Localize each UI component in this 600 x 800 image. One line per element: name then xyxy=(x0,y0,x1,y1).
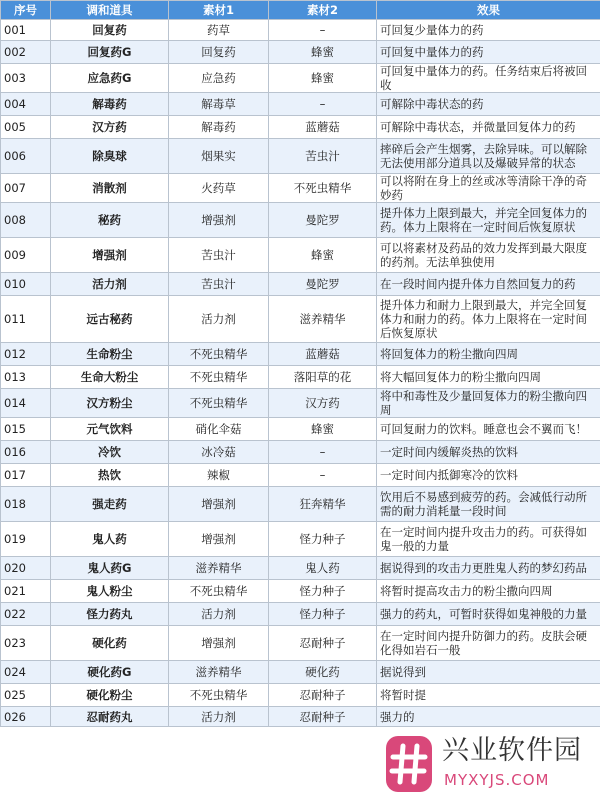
cell-material-1: 活力剂 xyxy=(169,707,269,727)
table-row xyxy=(1,64,600,93)
cell-effect: 一定时间内缓解炎热的饮料 xyxy=(377,441,600,464)
cell-effect: 饮用后不易感到疲劳的药。会减低行动所需的耐力消耗量一段时间 xyxy=(377,487,600,522)
cell-number: 025 xyxy=(1,684,51,707)
cell-material-1: 回复药 xyxy=(169,41,269,64)
cell-item-name: 回复药G xyxy=(51,41,169,64)
cell-item-name: 强走药 xyxy=(51,487,169,522)
cell-material-1: 滋养精华 xyxy=(169,661,269,684)
cell-effect: 将大幅回复体力的粉尘撒向四周 xyxy=(377,366,600,389)
cell-material-2: 落阳草的花 xyxy=(269,366,377,389)
table-row xyxy=(1,116,600,139)
cell-item-name: 除臭球 xyxy=(51,139,169,174)
table-row xyxy=(1,174,600,203)
cell-material-1: 增强剂 xyxy=(169,487,269,522)
header-name: 调和道具 xyxy=(51,1,169,20)
table-row xyxy=(1,41,600,64)
cell-item-name: 应急药G xyxy=(51,64,169,93)
cell-effect: 可回复中量体力的药。任务结束后将被回收 xyxy=(377,64,600,93)
table-row xyxy=(1,580,600,603)
cell-effect: 可回复耐力的饮料。睡意也会不翼而飞！ xyxy=(377,418,600,441)
table-row xyxy=(1,661,600,684)
cell-item-name: 忍耐药丸 xyxy=(51,707,169,727)
cell-material-1: 苦虫汁 xyxy=(169,273,269,296)
cell-number: 011 xyxy=(1,296,51,343)
cell-material-2: 忍耐种子 xyxy=(269,707,377,727)
cell-number: 013 xyxy=(1,366,51,389)
cell-effect: 将暂时提高攻击力的粉尘撒向四周 xyxy=(377,580,600,603)
cell-material-1: 增强剂 xyxy=(169,626,269,661)
cell-material-2: 滋养精华 xyxy=(269,296,377,343)
cell-item-name: 鬼人药G xyxy=(51,557,169,580)
cell-material-1: 不死虫精华 xyxy=(169,343,269,366)
cell-effect: 在一段时间内提升体力自然回复力的药 xyxy=(377,273,600,296)
cell-number: 018 xyxy=(1,487,51,522)
table-row xyxy=(1,296,600,343)
table-row xyxy=(1,366,600,389)
cell-number: 012 xyxy=(1,343,51,366)
cell-material-1: 活力剂 xyxy=(169,603,269,626)
cell-material-2: 鬼人药 xyxy=(269,557,377,580)
cell-number: 010 xyxy=(1,273,51,296)
cell-effect: 在一定时间内提升攻击力的药。可获得如鬼一般的力量 xyxy=(377,522,600,557)
cell-material-1: 不死虫精华 xyxy=(169,684,269,707)
cell-effect: 据说得到 xyxy=(377,661,600,684)
cell-effect: 提升体力和耐力上限到最大，并完全回复体力和耐力的药。体力上限将在一定时间后恢复原状 xyxy=(377,296,600,343)
table-row xyxy=(1,557,600,580)
cell-number: 008 xyxy=(1,203,51,238)
cell-material-2: 蜂蜜 xyxy=(269,64,377,93)
cell-number: 004 xyxy=(1,93,51,116)
table-row xyxy=(1,522,600,557)
cell-material-1: 不死虫精华 xyxy=(169,580,269,603)
cell-material-2: 蜂蜜 xyxy=(269,418,377,441)
cell-item-name: 生命大粉尘 xyxy=(51,366,169,389)
table-row xyxy=(1,441,600,464)
cell-item-name: 鬼人粉尘 xyxy=(51,580,169,603)
cell-item-name: 汉方药 xyxy=(51,116,169,139)
table-row xyxy=(1,418,600,441)
cell-material-1: 烟果实 xyxy=(169,139,269,174)
cell-number: 014 xyxy=(1,389,51,418)
cell-effect: 可以将素材及药品的效力发挥到最大限度的药剂。无法单独使用 xyxy=(377,238,600,273)
table-row xyxy=(1,684,600,707)
cell-number: 009 xyxy=(1,238,51,273)
cell-effect: 提升体力上限到最大，并完全回复体力的药。体力上限将在一定时间后恢复原状 xyxy=(377,203,600,238)
cell-material-1: 活力剂 xyxy=(169,296,269,343)
cell-material-2: 苦虫汁 xyxy=(269,139,377,174)
cell-material-2: 怪力种子 xyxy=(269,522,377,557)
cell-number: 003 xyxy=(1,64,51,93)
table-row xyxy=(1,203,600,238)
cell-effect: 据说得到的攻击力更胜鬼人药的梦幻药品 xyxy=(377,557,600,580)
table-row xyxy=(1,139,600,174)
cell-item-name: 增强剂 xyxy=(51,238,169,273)
cell-number: 005 xyxy=(1,116,51,139)
cell-number: 001 xyxy=(1,20,51,41)
cell-number: 007 xyxy=(1,174,51,203)
cell-material-1: 冰冷菇 xyxy=(169,441,269,464)
cell-material-2: – xyxy=(269,20,377,41)
header-material-2: 素材2 xyxy=(269,1,377,20)
cell-number: 015 xyxy=(1,418,51,441)
cell-material-1: 苦虫汁 xyxy=(169,238,269,273)
cell-number: 021 xyxy=(1,580,51,603)
cell-effect: 强力的 xyxy=(377,707,600,727)
cell-material-2: 汉方药 xyxy=(269,389,377,418)
cell-material-1: 增强剂 xyxy=(169,522,269,557)
cell-effect: 强力的药丸，可暂时获得如鬼神般的力量 xyxy=(377,603,600,626)
cell-item-name: 汉方粉尘 xyxy=(51,389,169,418)
table-body xyxy=(1,20,600,727)
cell-material-2: 怪力种子 xyxy=(269,580,377,603)
cell-item-name: 冷饮 xyxy=(51,441,169,464)
cell-effect: 一定时间内抵御寒冷的饮料 xyxy=(377,464,600,487)
cell-material-2: 忍耐种子 xyxy=(269,684,377,707)
watermark-title: 兴业软件园 xyxy=(442,735,582,766)
cell-material-2: 蓝蘑菇 xyxy=(269,343,377,366)
table-row xyxy=(1,238,600,273)
cell-effect: 将回复体力的粉尘撒向四周 xyxy=(377,343,600,366)
cell-material-1: 辣椒 xyxy=(169,464,269,487)
cell-material-1: 硝化伞菇 xyxy=(169,418,269,441)
cell-material-2: 怪力种子 xyxy=(269,603,377,626)
cell-item-name: 鬼人药 xyxy=(51,522,169,557)
table-row xyxy=(1,707,600,727)
cell-item-name: 远古秘药 xyxy=(51,296,169,343)
cell-item-name: 活力剂 xyxy=(51,273,169,296)
table-row xyxy=(1,464,600,487)
cell-material-1: 药草 xyxy=(169,20,269,41)
cell-material-2: 曼陀罗 xyxy=(269,203,377,238)
cell-effect: 可回复中量体力的药 xyxy=(377,41,600,64)
cell-effect: 可以将附在身上的丝或冰等清除干净的奇妙药 xyxy=(377,174,600,203)
cell-material-1: 滋养精华 xyxy=(169,557,269,580)
cell-item-name: 消散剂 xyxy=(51,174,169,203)
cell-item-name: 热饮 xyxy=(51,464,169,487)
cell-item-name: 硬化药G xyxy=(51,661,169,684)
cell-item-name: 元气饮料 xyxy=(51,418,169,441)
watermark-url: MYXYJS.COM xyxy=(444,771,550,789)
cell-material-1: 增强剂 xyxy=(169,203,269,238)
table-row xyxy=(1,487,600,522)
cell-number: 026 xyxy=(1,707,51,727)
table-row xyxy=(1,626,600,661)
cell-material-1: 不死虫精华 xyxy=(169,389,269,418)
cell-item-name: 怪力药丸 xyxy=(51,603,169,626)
cell-effect: 可解除中毒状态的药 xyxy=(377,93,600,116)
cell-material-2: 不死虫精华 xyxy=(269,174,377,203)
cell-material-2: 硬化药 xyxy=(269,661,377,684)
cell-material-2: – xyxy=(269,464,377,487)
cell-effect: 摔碎后会产生烟雾，去除异味。可以解除无法使用部分道具以及爆破异常的状态 xyxy=(377,139,600,174)
cell-number: 002 xyxy=(1,41,51,64)
cell-number: 019 xyxy=(1,522,51,557)
cell-item-name: 硬化药 xyxy=(51,626,169,661)
cell-number: 006 xyxy=(1,139,51,174)
cell-material-2: 蓝蘑菇 xyxy=(269,116,377,139)
cell-material-2: 忍耐种子 xyxy=(269,626,377,661)
cell-item-name: 秘药 xyxy=(51,203,169,238)
cell-material-1: 不死虫精华 xyxy=(169,366,269,389)
table-row xyxy=(1,20,600,41)
cell-item-name: 回复药 xyxy=(51,20,169,41)
cell-item-name: 解毒药 xyxy=(51,93,169,116)
cell-material-1: 解毒药 xyxy=(169,116,269,139)
cell-material-2: 蜂蜜 xyxy=(269,238,377,273)
watermark-logo xyxy=(376,728,600,800)
cell-material-2: – xyxy=(269,441,377,464)
cell-effect: 在一定时间内提升防御力的药。皮肤会硬化得如岩石一般 xyxy=(377,626,600,661)
cell-number: 023 xyxy=(1,626,51,661)
cell-number: 022 xyxy=(1,603,51,626)
cell-item-name: 硬化粉尘 xyxy=(51,684,169,707)
table-row xyxy=(1,389,600,418)
cell-effect: 可回复少量体力的药 xyxy=(377,20,600,41)
cell-number: 024 xyxy=(1,661,51,684)
table-row xyxy=(1,343,600,366)
cell-material-1: 应急药 xyxy=(169,64,269,93)
header-material-1: 素材1 xyxy=(169,1,269,20)
table-row xyxy=(1,603,600,626)
table-header xyxy=(1,1,600,20)
header-no: 序号 xyxy=(1,1,51,20)
cell-material-2: – xyxy=(269,93,377,116)
cell-material-2: 曼陀罗 xyxy=(269,273,377,296)
table-row xyxy=(1,273,600,296)
cell-effect: 将中和毒性及少量回复体力的粉尘撒向四周 xyxy=(377,389,600,418)
cell-effect: 将暂时提 xyxy=(377,684,600,707)
cell-number: 016 xyxy=(1,441,51,464)
hash-logo-icon xyxy=(386,736,432,792)
cell-material-2: 狂奔精华 xyxy=(269,487,377,522)
header-effect: 效果 xyxy=(377,1,600,20)
cell-effect: 可解除中毒状态，并微量回复体力的药 xyxy=(377,116,600,139)
cell-material-1: 火药草 xyxy=(169,174,269,203)
header-row xyxy=(1,1,600,20)
cell-material-2: 蜂蜜 xyxy=(269,41,377,64)
table-row xyxy=(1,93,600,116)
cell-item-name: 生命粉尘 xyxy=(51,343,169,366)
cell-number: 020 xyxy=(1,557,51,580)
cell-material-1: 解毒草 xyxy=(169,93,269,116)
cell-number: 017 xyxy=(1,464,51,487)
